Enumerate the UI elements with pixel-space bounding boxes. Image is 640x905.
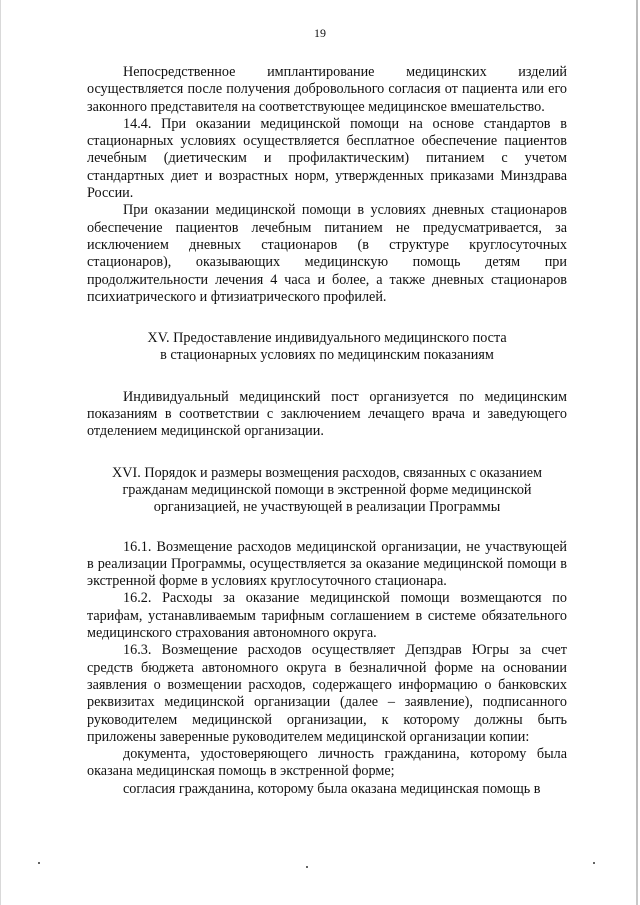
paragraph-16-2: 16.2. Расходы за оказание медицинской помощи возмещаются по тарифам, устанавливаемым тарифным соглашением в системе обязательного медицинского страхования автономного округа. <box>87 590 567 642</box>
spacer <box>87 365 567 389</box>
paragraph-document-copy: документа, удостоверяющего личность гражданина, которому была оказана медицинская помощь в экстренной форме; <box>87 746 567 780</box>
paragraph-implant: Непосредственное имплантирование медицинских изделий осуществляется после получения добровольного согласия от пациента или его законного представителя на соответствующее медицинское вмешательство. <box>87 64 567 115</box>
scan-speck <box>38 862 40 864</box>
section-heading-xvi-line1: XVI. Порядок и размеры возмещения расходов, связанных с оказанием <box>112 464 542 481</box>
paragraph-individual-post: Индивидуальный медицинский пост организуется по медицинским показаниям в соответствии с заключением лечащего врача и заведующего отделением медицинской организации. <box>87 388 567 440</box>
paragraph-14-4: 14.4. При оказании медицинской помощи на основе стандартов в стационарных условиях осуществляется бесплатное обеспечение пациентов лечебным (диетическим и профилактическим) питанием с учетом стандартных диет и возрастных норм, утвержденных приказами Минздрава России. <box>87 115 567 202</box>
scan-edge-left <box>0 0 1 905</box>
section-heading-xvi-line2: гражданам медицинской помощи в экстренной форме медицинской <box>122 481 532 498</box>
paragraph-16-1: 16.1. Возмещение расходов медицинской организации, не участвующей в реализации Программы, осуществляется за оказание медицинской помощи в экстренной форме в условиях круглосуточного стационара. <box>87 538 567 590</box>
page-number: 19 <box>314 26 326 40</box>
section-heading-xv-line1: XV. Предоставление индивидуального медицинского поста <box>147 330 507 347</box>
scan-speck <box>306 866 308 868</box>
section-heading-xv-line2: в стационарных условиях по медицинским показаниям <box>160 347 494 364</box>
spacer <box>87 441 567 465</box>
spacer <box>87 306 567 330</box>
paragraph-16-3: 16.3. Возмещение расходов осуществляет Депздрав Югры за счет средств бюджета автономного округа в безналичной форме на основании заявления о возмещении расходов, содержащего информацию о банковских реквизитах медицинской организации (далее – заявление), подписанного руководителем медицинской организации, к которому должны быть приложены заверенные руководителем медицинской организации копии: <box>87 642 567 745</box>
paragraph-day-hospital: При оказании медицинской помощи в условиях дневных стационаров обеспечение пациентов лечебным питанием не предусматривается, за исключением дневных стационаров (в структуре круглосуточных стационаров), оказывающих медицинскую помощь детям при продолжительности лечения 4 часа и более, а также дневных стационаров психиатрического и фтизиатрического профилей. <box>87 202 567 305</box>
paragraph-consent-copy: согласия гражданина, которому была оказана медицинская помощь в <box>123 780 541 797</box>
scan-edge-right <box>636 0 638 905</box>
section-heading-xvi-line3: организацией, не участвующей в реализации Программы <box>153 499 501 516</box>
scan-speck <box>593 862 595 864</box>
document-body <box>87 64 567 798</box>
spacer <box>87 517 567 539</box>
